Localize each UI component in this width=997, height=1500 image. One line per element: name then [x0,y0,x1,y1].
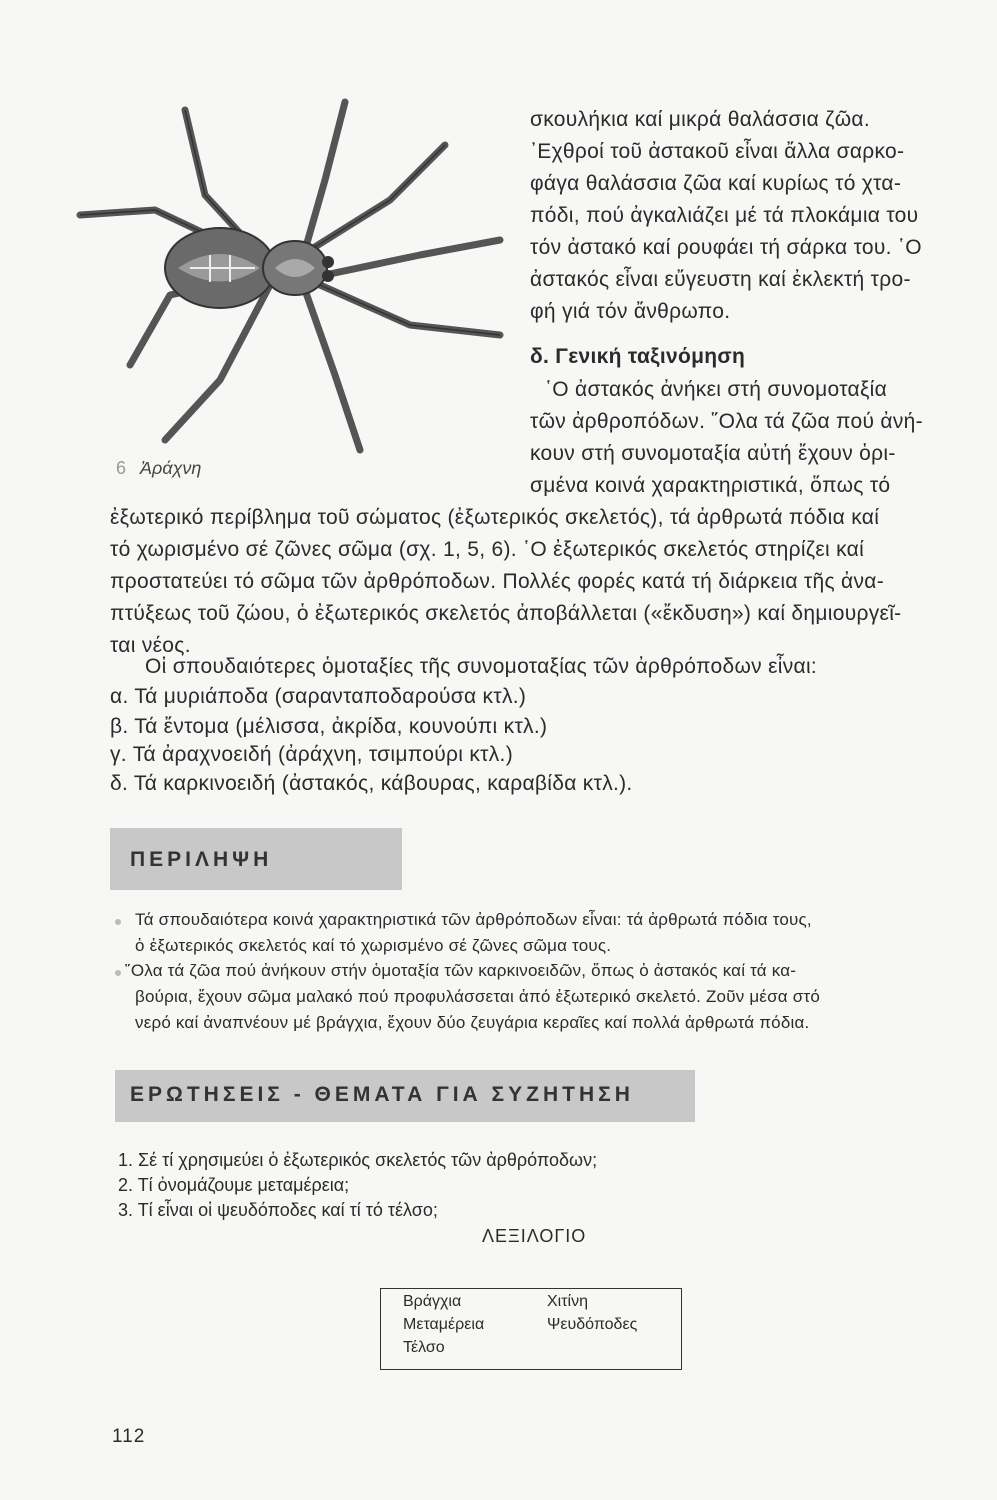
glossary-term: Χιτίνη [547,1293,588,1310]
text-line: τό χωρισμένο σέ ζῶνες σῶμα (σχ. 1, 5, 6). ῾Ο ἐξωτερικός σκελετός στηρίζει καί [110,538,865,561]
text-line: προστατεύει τό σῶμα τῶν ἀρθρόποδων. Πολλές φορές κατά τή διάρκεια τῆς ἀνα- [110,570,885,593]
figure-caption: Ἀράχνη [140,458,202,478]
questions-title: ΕΡΩΤΗΣΕΙΣ - ΘΕΜΑΤΑ ΓΙΑ ΣΥΖΗΤΗΣΗ [130,1083,634,1106]
text-line: ᾿Εχθροί τοῦ ἀστακοῦ εἶναι ἄλλα σαρκο- [530,140,905,163]
glossary-term: Μεταμέρεια [403,1316,485,1333]
glossary-term: Τέλσο [403,1339,445,1356]
class-item: γ. Τά ἀραχνοειδή (ἀράχνη, τσιμπούρι κτλ.) [110,743,513,766]
glossary-term: Ψευδόποδες [547,1316,638,1333]
text-line: ῾Ο ἀστακός ἀνήκει στή συνομοταξία [545,378,888,401]
text-line: σμένα κοινά χαρακτηριστικά, ὅπως τό [530,474,891,497]
question-item: 3. Τί εἶναι οἱ ψευδόποδες καί τί τό τέλσο; [118,1200,438,1220]
glossary-term: Βράγχια [403,1293,462,1310]
glossary-box [380,1288,682,1370]
question-item: 1. Σέ τί χρησιμεύει ὁ ἐξωτερικός σκελετός τῶν ἀρθρόποδων; [118,1150,598,1170]
text-line: ται νέος. [110,634,191,657]
summary-title: ΠΕΡΙΛΗΨΗ [130,848,273,871]
summary-line: ῞Ολα τά ζῶα πού ἀνήκουν στήν ὁμοταξία τῶν καρκινοειδῶν, ὅπως ὁ ἀστακός καί τά κα- [125,961,797,980]
text-line: πόδι, πού ἀγκαλιάζει μέ τά πλοκάμια του [530,204,919,227]
text-line: ἐξωτερικό περίβλημα τοῦ σώματος (ἐξωτερικός σκελετός), τά ἀρθρωτά πόδια καί [110,506,880,529]
summary-line: νερό καί ἀναπνέουν μέ βράγχια, ἔχουν δύο ζευγάρια κεραῖες καί πολλά ἀρθρωτά πόδια. [135,1013,810,1032]
glossary-title: ΛΕΞΙΛΟΓΙΟ [482,1226,587,1246]
text-line: τόν ἀστακό καί ρουφάει τή σάρκα του. ῾Ο [530,236,922,259]
text-line: πτύξεως τοῦ ζώου, ὁ ἐξωτερικός σκελετός ἀποβάλλεται («ἔκδυση») καί δημιουργεῖ- [110,602,902,625]
text-line: σκουλήκια καί μικρά θαλάσσια ζῶα. [530,108,870,131]
summary-line: Τά σπουδαιότερα κοινά χαρακτηριστικά τῶν ἀρθρόποδων εἶναι: τά ἀρθρωτά πόδια τους, [135,910,812,929]
section-heading: δ. Γενική ταξινόμηση [530,345,746,368]
text-line: φή γιά τόν ἄνθρωπο. [530,300,731,323]
page-number: 112 [112,1426,146,1447]
classes-intro: Οἱ σπουδαιότερες ὁμοταξίες τῆς συνομοταξίας τῶν ἀρθρόποδων εἶναι: [145,655,818,678]
class-item: α. Τά μυριάποδα (σαρανταποδαρούσα κτλ.) [110,685,527,708]
text-line: κουν στή συνομοταξία αὐτή ἔχουν ὁρι- [530,442,896,465]
figure-number: 6 [116,458,127,478]
question-item: 2. Τί ὀνομάζουμε μεταμέρεια; [118,1175,350,1195]
spider-illustration [60,90,530,470]
text-line: τῶν ἀρθροπόδων. ῞Ολα τά ζῶα πού ἀνή- [530,410,923,433]
class-item: β. Τά ἔντομα (μέλισσα, ἀκρίδα, κουνούπι κτλ.) [110,715,548,738]
bullet [115,919,121,925]
bullet [115,970,121,976]
text-line: ἀστακός εἶναι εὔγευστη καί ἐκλεκτή τρο- [530,268,911,291]
summary-line: βούρια, ἔχουν σῶμα μαλακό πού προφυλάσσεται ἀπό ἐξωτερικό σκελετό. Ζοῦν μέσα στό [135,987,820,1006]
class-item: δ. Τά καρκινοειδή (ἀστακός, κάβουρας, καραβίδα κτλ.). [110,772,633,795]
text-line: φάγα θαλάσσια ζῶα καί κυρίως τό χτα- [530,172,902,195]
summary-line: ὁ ἐξωτερικός σκελετός καί τό χωρισμένο σέ ζῶνες σῶμα τους. [135,936,612,955]
